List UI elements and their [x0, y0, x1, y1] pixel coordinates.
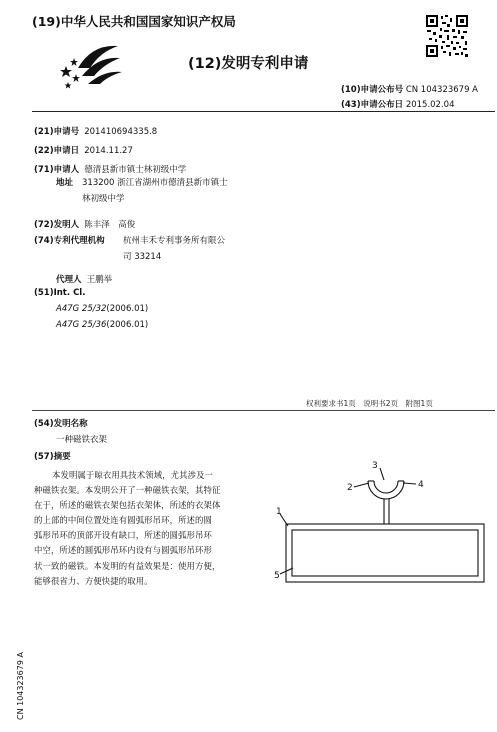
abstract-line: 本发明属于晾衣用具技术领域，尤其涉及一 [52, 470, 214, 480]
pub-date: 2015.02.04 [405, 100, 455, 110]
app-number-row [34, 119, 157, 138]
abstract-line: 在于，所述的磁铁衣架包括衣架体，所述的衣架体 [34, 500, 221, 511]
pub-date-row [341, 98, 454, 110]
address-line-1: 313200 浙江省湖州市德清县新市镇士 [82, 178, 228, 188]
applicant: 德清县新市镇士林初级中学 [84, 165, 187, 175]
agent: 王鹏举 [86, 275, 113, 285]
abstract-line: 能够很省力、方便快捷的取用。 [34, 575, 153, 586]
hanger-body-outer [286, 524, 484, 582]
label-4: 4 [418, 480, 424, 490]
app-date: 2014.11.27 [84, 146, 133, 156]
inventor-row [34, 212, 135, 231]
pub-number-row [341, 83, 478, 95]
pub-number: CN 104323679 A [405, 85, 478, 95]
office-name: (19)中华人民共和国国家知识产权局 [32, 14, 236, 29]
agency-line-1: 杭州丰禾专利事务所有限公 [123, 236, 226, 246]
label-5: 5 [274, 571, 280, 581]
intcl-2 [56, 320, 148, 330]
intcl-1-code: A47G 25/32 [56, 304, 107, 314]
hook-ring-outer [368, 481, 404, 499]
document-type: (12)发明专利申请 [188, 56, 309, 72]
side-pub-number: CN 104323679 A [16, 652, 25, 720]
abstract-text [34, 468, 266, 589]
hanger-body-inner [292, 530, 478, 576]
intcl-2-code: A47G 25/36 [56, 320, 107, 330]
address-label: 地址 [56, 178, 74, 188]
inventor-label: (72)发明人 [34, 220, 80, 230]
header-divider [32, 111, 495, 112]
intcl-label: (51)Int. Cl. [34, 288, 86, 298]
intcl-1-version: (2006.01) [106, 304, 149, 314]
agency-label: (74)专利代理机构 [34, 236, 105, 246]
title-label: (54)发明名称 [34, 419, 88, 429]
label-3: 3 [372, 461, 378, 471]
pub-date-label: (43)申请公布日 [341, 100, 404, 110]
qr-code-icon [425, 14, 469, 58]
abstract-line: 的上部的中间位置处连有圆弧形吊环，所述的圆 [34, 515, 212, 526]
invention-title: 一种磁铁衣架 [56, 435, 108, 445]
abstract-line: 种磁铁衣架。本发明公开了一种磁铁衣架，其特征 [34, 485, 221, 496]
label-2: 2 [347, 483, 353, 493]
abstract-label: (57)摘要 [34, 452, 71, 462]
hanger-figure [268, 456, 493, 586]
label-1: 1 [276, 507, 282, 517]
emblem-icon [60, 38, 124, 90]
agency-line-2: 司 33214 [123, 252, 162, 262]
agent-row [56, 267, 112, 286]
app-number-label: (21)申请号 [34, 127, 80, 137]
app-date-row [34, 138, 133, 157]
pages-divider [32, 410, 495, 411]
pages-info: 权利要求书1页 说明书2页 附图1页 [306, 399, 433, 408]
intcl-2-version: (2006.01) [106, 320, 149, 330]
app-number: 201410694335.8 [84, 127, 158, 137]
abstract-line: 状一致的磁铁。本发明的有益效果是：使用方便， [34, 560, 221, 571]
abstract-line: 中空，所述的圆弧形吊环内设有与圆弧形吊环形 [34, 545, 212, 556]
agent-label: 代理人 [56, 275, 82, 285]
abstract-line: 弧形吊环的顶部开设有缺口，所述的圆弧形吊环 [34, 530, 212, 541]
hook-ring-inner [374, 481, 398, 493]
intcl-1 [56, 304, 148, 314]
applicant-label: (71)申请人 [34, 165, 80, 175]
applicant-row [34, 157, 186, 176]
address-line-2: 林初级中学 [82, 194, 125, 204]
inventor: 陈丰泽 高俊 [84, 220, 136, 230]
app-date-label: (22)申请日 [34, 146, 80, 156]
pub-number-label: (10)申请公布号 [341, 85, 404, 95]
